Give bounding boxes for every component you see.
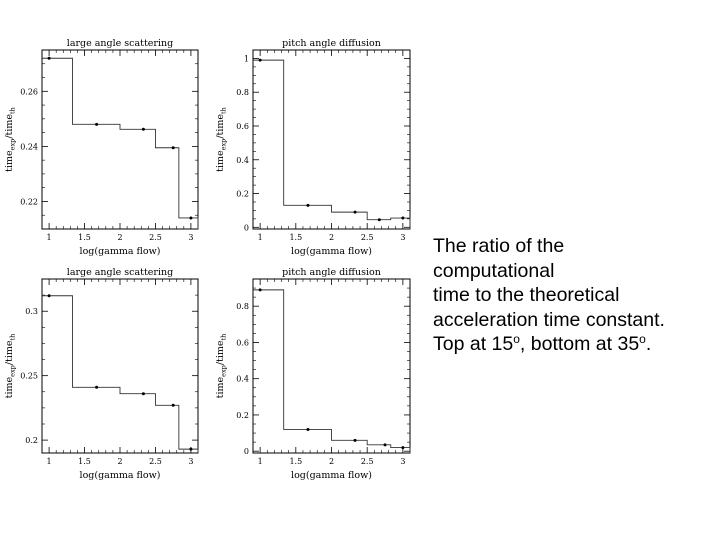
x-tick-label: 2.5: [149, 233, 162, 242]
data-point: [259, 59, 262, 62]
degree-superscript-2: o: [639, 332, 646, 346]
panel-title: pitch angle diffusion: [282, 267, 381, 278]
data-point: [95, 386, 98, 389]
data-point: [378, 218, 381, 221]
y-tick-label: 0: [243, 223, 249, 233]
y-tick-label: 0.2: [25, 436, 38, 446]
series-step-line: [42, 296, 198, 453]
x-tick-label: 2: [328, 457, 335, 466]
data-point: [354, 439, 357, 442]
caption-line-5-c: .: [645, 333, 652, 355]
series-step-line: [42, 58, 198, 229]
y-tick-label: 0.3: [25, 307, 38, 317]
x-tick-label: 1.5: [289, 457, 303, 466]
y-label-sub-th: th: [219, 107, 228, 114]
chart-panel-3: [4, 267, 198, 481]
y-tick-label: 0.8: [236, 302, 249, 312]
y-tick-label: 0: [243, 447, 249, 457]
y-axis-label: [215, 107, 228, 172]
data-point: [306, 428, 309, 431]
y-label-time: time: [215, 376, 226, 399]
y-label-sub-exp: exp: [8, 365, 17, 377]
x-tick-label: 2.5: [149, 457, 162, 466]
x-tick-label: 2.5: [360, 457, 374, 466]
data-point: [401, 446, 404, 449]
data-point: [189, 448, 192, 451]
data-point: [306, 204, 309, 207]
x-tick-label: 1: [257, 233, 263, 242]
y-label-time: time: [215, 150, 226, 172]
x-axis-label: log(gamma flow): [79, 470, 161, 481]
chart-panel-1: [4, 38, 198, 257]
x-tick-label: 1: [46, 457, 52, 466]
y-label-sub-th: th: [8, 107, 17, 114]
y-tick-label: 0.24: [20, 142, 38, 152]
data-point: [354, 211, 357, 214]
y-label-sub-exp: exp: [219, 365, 228, 377]
x-axis-label: log(gamma flow): [79, 246, 161, 257]
y-tick-label: 0.4: [236, 155, 249, 165]
data-point: [48, 57, 51, 60]
series-step-line: [253, 60, 410, 229]
caption-line-5-b: , bottom at 35: [519, 333, 640, 355]
caption-line-1: The ratio of the: [433, 235, 565, 257]
y-label-time-divisor: /time: [4, 340, 15, 366]
y-tick-label: 0.25: [20, 371, 38, 381]
caption-line-2: computational: [433, 259, 555, 282]
data-point: [48, 294, 51, 297]
x-tick-label: 2: [117, 457, 123, 466]
data-point: [95, 123, 98, 126]
y-label-time: time: [4, 376, 15, 399]
caption-line-5: [433, 332, 718, 357]
x-tick-label: 3: [188, 233, 194, 242]
y-label-time-divisor: /time: [215, 113, 226, 139]
x-tick-label: 2: [117, 233, 123, 242]
degree-superscript-1: o: [513, 332, 520, 346]
y-tick-label: 0.22: [20, 197, 38, 207]
data-point: [259, 288, 262, 291]
y-label-sub-exp: exp: [219, 138, 228, 151]
y-label-sub-th: th: [219, 333, 228, 341]
x-tick-label: 1.5: [289, 233, 303, 242]
x-tick-label: 1: [46, 233, 52, 242]
y-label-time-divisor: /time: [4, 113, 15, 139]
y-tick-label: 0.4: [236, 374, 249, 384]
plot-frame: [42, 279, 198, 453]
x-tick-label: 2: [328, 233, 335, 242]
x-tick-label: 1: [257, 457, 263, 466]
chart-panel-4: [215, 267, 410, 481]
caption-line-4: acceleration time constant.: [433, 308, 665, 331]
data-point: [142, 128, 145, 131]
y-axis-label: [4, 107, 17, 172]
y-tick-label: 0.2: [236, 410, 249, 420]
x-tick-label: 3: [188, 457, 194, 466]
y-tick-label: 0.26: [20, 87, 38, 97]
data-point: [172, 146, 175, 149]
series-step-line: [253, 290, 410, 453]
caption-line-3: time to the theoretical: [433, 284, 620, 306]
x-axis-label: log(gamma flow): [291, 470, 372, 481]
data-point: [142, 392, 145, 395]
y-axis-label: [4, 334, 17, 399]
data-point: [189, 216, 192, 219]
caption-line-5-a: Top at 15: [433, 333, 514, 355]
y-tick-label: 0.8: [236, 88, 249, 98]
x-axis-label: log(gamma flow): [291, 246, 372, 257]
caption: [433, 234, 718, 357]
data-point: [401, 217, 404, 220]
panel-title: large angle scattering: [66, 267, 174, 278]
plot-frame: [253, 50, 410, 229]
y-axis-label: [215, 334, 228, 399]
x-tick-label: 2.5: [360, 233, 374, 242]
data-point: [172, 404, 175, 407]
plot-frame: [42, 50, 198, 229]
plot-frame: [253, 279, 410, 453]
y-label-sub-th: th: [8, 333, 17, 341]
y-label-sub-exp: exp: [8, 138, 17, 151]
x-tick-label: 1.5: [78, 233, 91, 242]
y-tick-label: 0.6: [236, 338, 249, 348]
y-tick-label: 1: [243, 54, 249, 64]
panel-title: pitch angle diffusion: [282, 38, 381, 49]
x-tick-label: 1.5: [78, 457, 91, 466]
panel-title: large angle scattering: [66, 38, 174, 49]
data-point: [384, 443, 387, 446]
y-label-time-divisor: /time: [215, 340, 226, 366]
y-tick-label: 0.6: [236, 121, 249, 131]
y-tick-label: 0.2: [236, 189, 249, 199]
x-tick-label: 3: [400, 457, 406, 466]
chart-panel-2: [215, 38, 410, 257]
x-tick-label: 3: [400, 233, 406, 242]
y-label-time: time: [4, 150, 15, 172]
